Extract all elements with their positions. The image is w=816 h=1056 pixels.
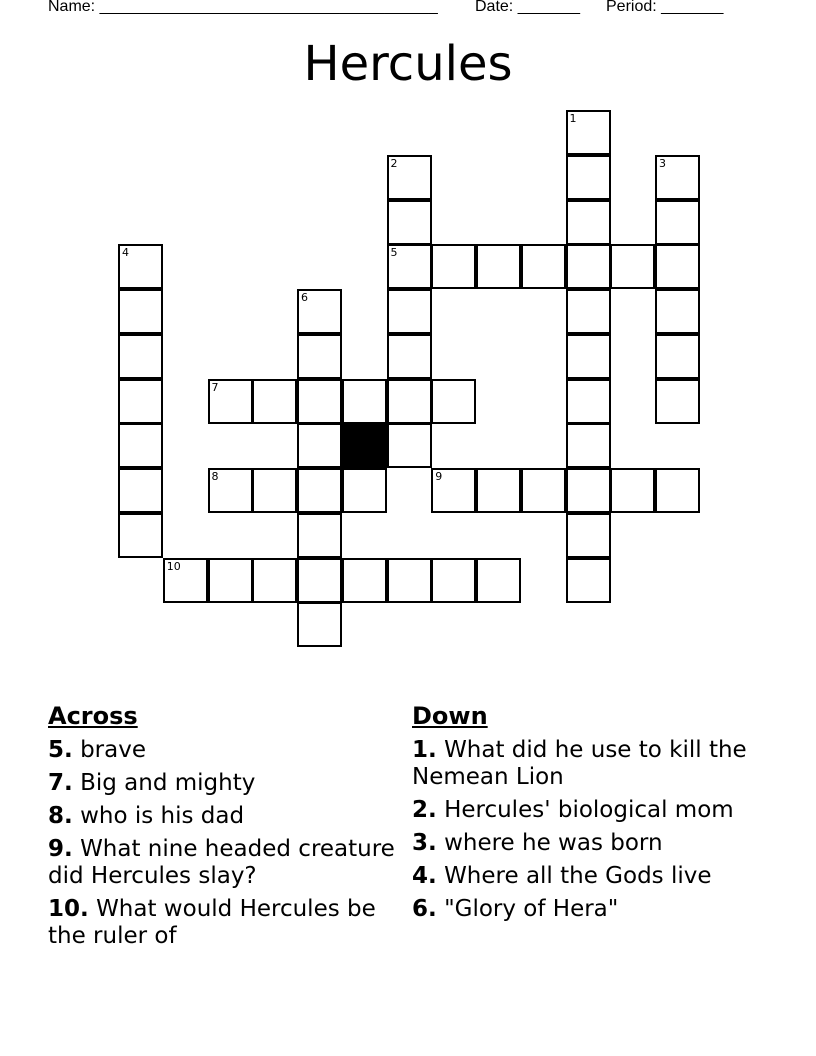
clue-number-label: 8 xyxy=(211,470,219,483)
grid-cell[interactable] xyxy=(297,423,342,468)
grid-cell[interactable] xyxy=(610,244,655,289)
grid-cell[interactable] xyxy=(566,379,611,424)
grid-cell[interactable] xyxy=(163,558,208,603)
grid-cell[interactable] xyxy=(297,513,342,558)
grid-cell[interactable] xyxy=(297,334,342,379)
grid-cell[interactable] xyxy=(521,244,566,289)
down-heading: Down xyxy=(412,702,488,730)
grid-cell[interactable] xyxy=(208,468,253,513)
clue-number-label: 7 xyxy=(211,380,219,394)
grid-cell[interactable] xyxy=(566,334,611,379)
clue-across-5: 5. brave xyxy=(48,737,146,763)
grid-cell[interactable] xyxy=(342,379,387,424)
clue-down-2: 2. Hercules' biological mom xyxy=(412,797,734,823)
student-info-header xyxy=(48,0,748,18)
clue-across-7: 7. Big and mighty xyxy=(48,770,256,796)
grid-cell[interactable] xyxy=(387,289,432,334)
name-field[interactable]: Name: ______________________________________ xyxy=(48,0,438,15)
grid-cell[interactable] xyxy=(252,558,297,603)
grid-cell[interactable] xyxy=(566,468,611,513)
grid-cell[interactable] xyxy=(118,468,163,513)
grid-cell[interactable] xyxy=(387,244,432,289)
grid-cell[interactable] xyxy=(610,468,655,513)
clue-number-label: 5 xyxy=(390,246,398,260)
grid-cell[interactable] xyxy=(566,423,611,468)
grid-cell[interactable] xyxy=(431,558,476,603)
grid-cell[interactable] xyxy=(252,379,297,424)
across-heading: Across xyxy=(48,702,138,730)
grid-cell[interactable] xyxy=(118,423,163,468)
clue-down-1: 1. What did he use to kill the Nemean Lion xyxy=(412,737,747,790)
grid-cell[interactable] xyxy=(297,379,342,424)
grid-cell[interactable] xyxy=(566,155,611,200)
clue-down-6: 6. "Glory of Hera" xyxy=(412,896,619,922)
grid-cell[interactable] xyxy=(566,244,611,289)
date-field[interactable]: Date: _______ xyxy=(475,0,580,15)
grid-cell[interactable] xyxy=(387,200,432,245)
grid-cell[interactable] xyxy=(655,334,700,379)
grid-cell[interactable] xyxy=(566,200,611,245)
grid-cell[interactable] xyxy=(566,513,611,558)
grid-cell[interactable] xyxy=(476,244,521,289)
clue-across-8: 8. who is his dad xyxy=(48,803,245,829)
clue-number-label: 10 xyxy=(166,559,181,573)
clue-down-4: 4. Where all the Gods live xyxy=(412,863,712,889)
grid-cell[interactable] xyxy=(387,155,432,200)
grid-cell[interactable] xyxy=(521,468,566,513)
grid-cell[interactable] xyxy=(118,379,163,424)
clue-number-label: 3 xyxy=(659,156,666,170)
grid-cell[interactable] xyxy=(387,334,432,379)
grid-cell[interactable] xyxy=(297,602,342,647)
grid-cell[interactable] xyxy=(655,468,700,513)
grid-cell[interactable] xyxy=(655,379,700,424)
grid-cell[interactable] xyxy=(297,289,342,334)
grid-cell[interactable] xyxy=(655,289,700,334)
grid-cell[interactable] xyxy=(431,468,476,513)
clue-number-label: 2 xyxy=(390,156,398,170)
grid-cell[interactable] xyxy=(476,558,521,603)
period-field[interactable]: Period: _______ xyxy=(606,0,724,15)
grid-cell[interactable] xyxy=(118,334,163,379)
down-clues xyxy=(412,701,762,929)
grid-cell[interactable] xyxy=(476,468,521,513)
clue-across-10: 10. What would Hercules be the ruler of xyxy=(48,896,376,949)
shaded-square xyxy=(342,423,387,468)
grid-cell[interactable] xyxy=(431,244,476,289)
grid-cell[interactable] xyxy=(118,289,163,334)
clue-across-9: 9. What nine headed creature did Hercules slay? xyxy=(48,836,395,889)
grid-cell[interactable] xyxy=(297,558,342,603)
grid-cell[interactable] xyxy=(387,379,432,424)
across-clues xyxy=(48,701,398,956)
clue-down-3: 3. where he was born xyxy=(412,830,663,856)
clue-number-label: 6 xyxy=(301,291,308,304)
grid-cell[interactable] xyxy=(387,423,432,468)
grid-cell[interactable] xyxy=(342,558,387,603)
grid-cell[interactable] xyxy=(655,244,700,289)
grid-cell[interactable] xyxy=(566,110,611,155)
clue-number-label: 9 xyxy=(435,470,443,483)
grid-cell[interactable] xyxy=(655,200,700,245)
grid-cell[interactable] xyxy=(208,558,253,603)
grid-cell[interactable] xyxy=(118,513,163,558)
grid-cell[interactable] xyxy=(342,468,387,513)
puzzle-title: Hercules xyxy=(303,36,513,92)
grid-cell[interactable] xyxy=(566,558,611,603)
grid-cell[interactable] xyxy=(566,289,611,334)
grid-cell[interactable] xyxy=(655,155,700,200)
grid-cell[interactable] xyxy=(252,468,297,513)
grid-cell[interactable] xyxy=(431,379,476,424)
grid-cell[interactable] xyxy=(387,558,432,603)
grid-cell[interactable] xyxy=(297,468,342,513)
grid-cell[interactable] xyxy=(118,244,163,289)
clue-number-label: 1 xyxy=(569,112,577,125)
grid-cell[interactable] xyxy=(208,379,253,424)
clue-number-label: 4 xyxy=(122,246,129,260)
